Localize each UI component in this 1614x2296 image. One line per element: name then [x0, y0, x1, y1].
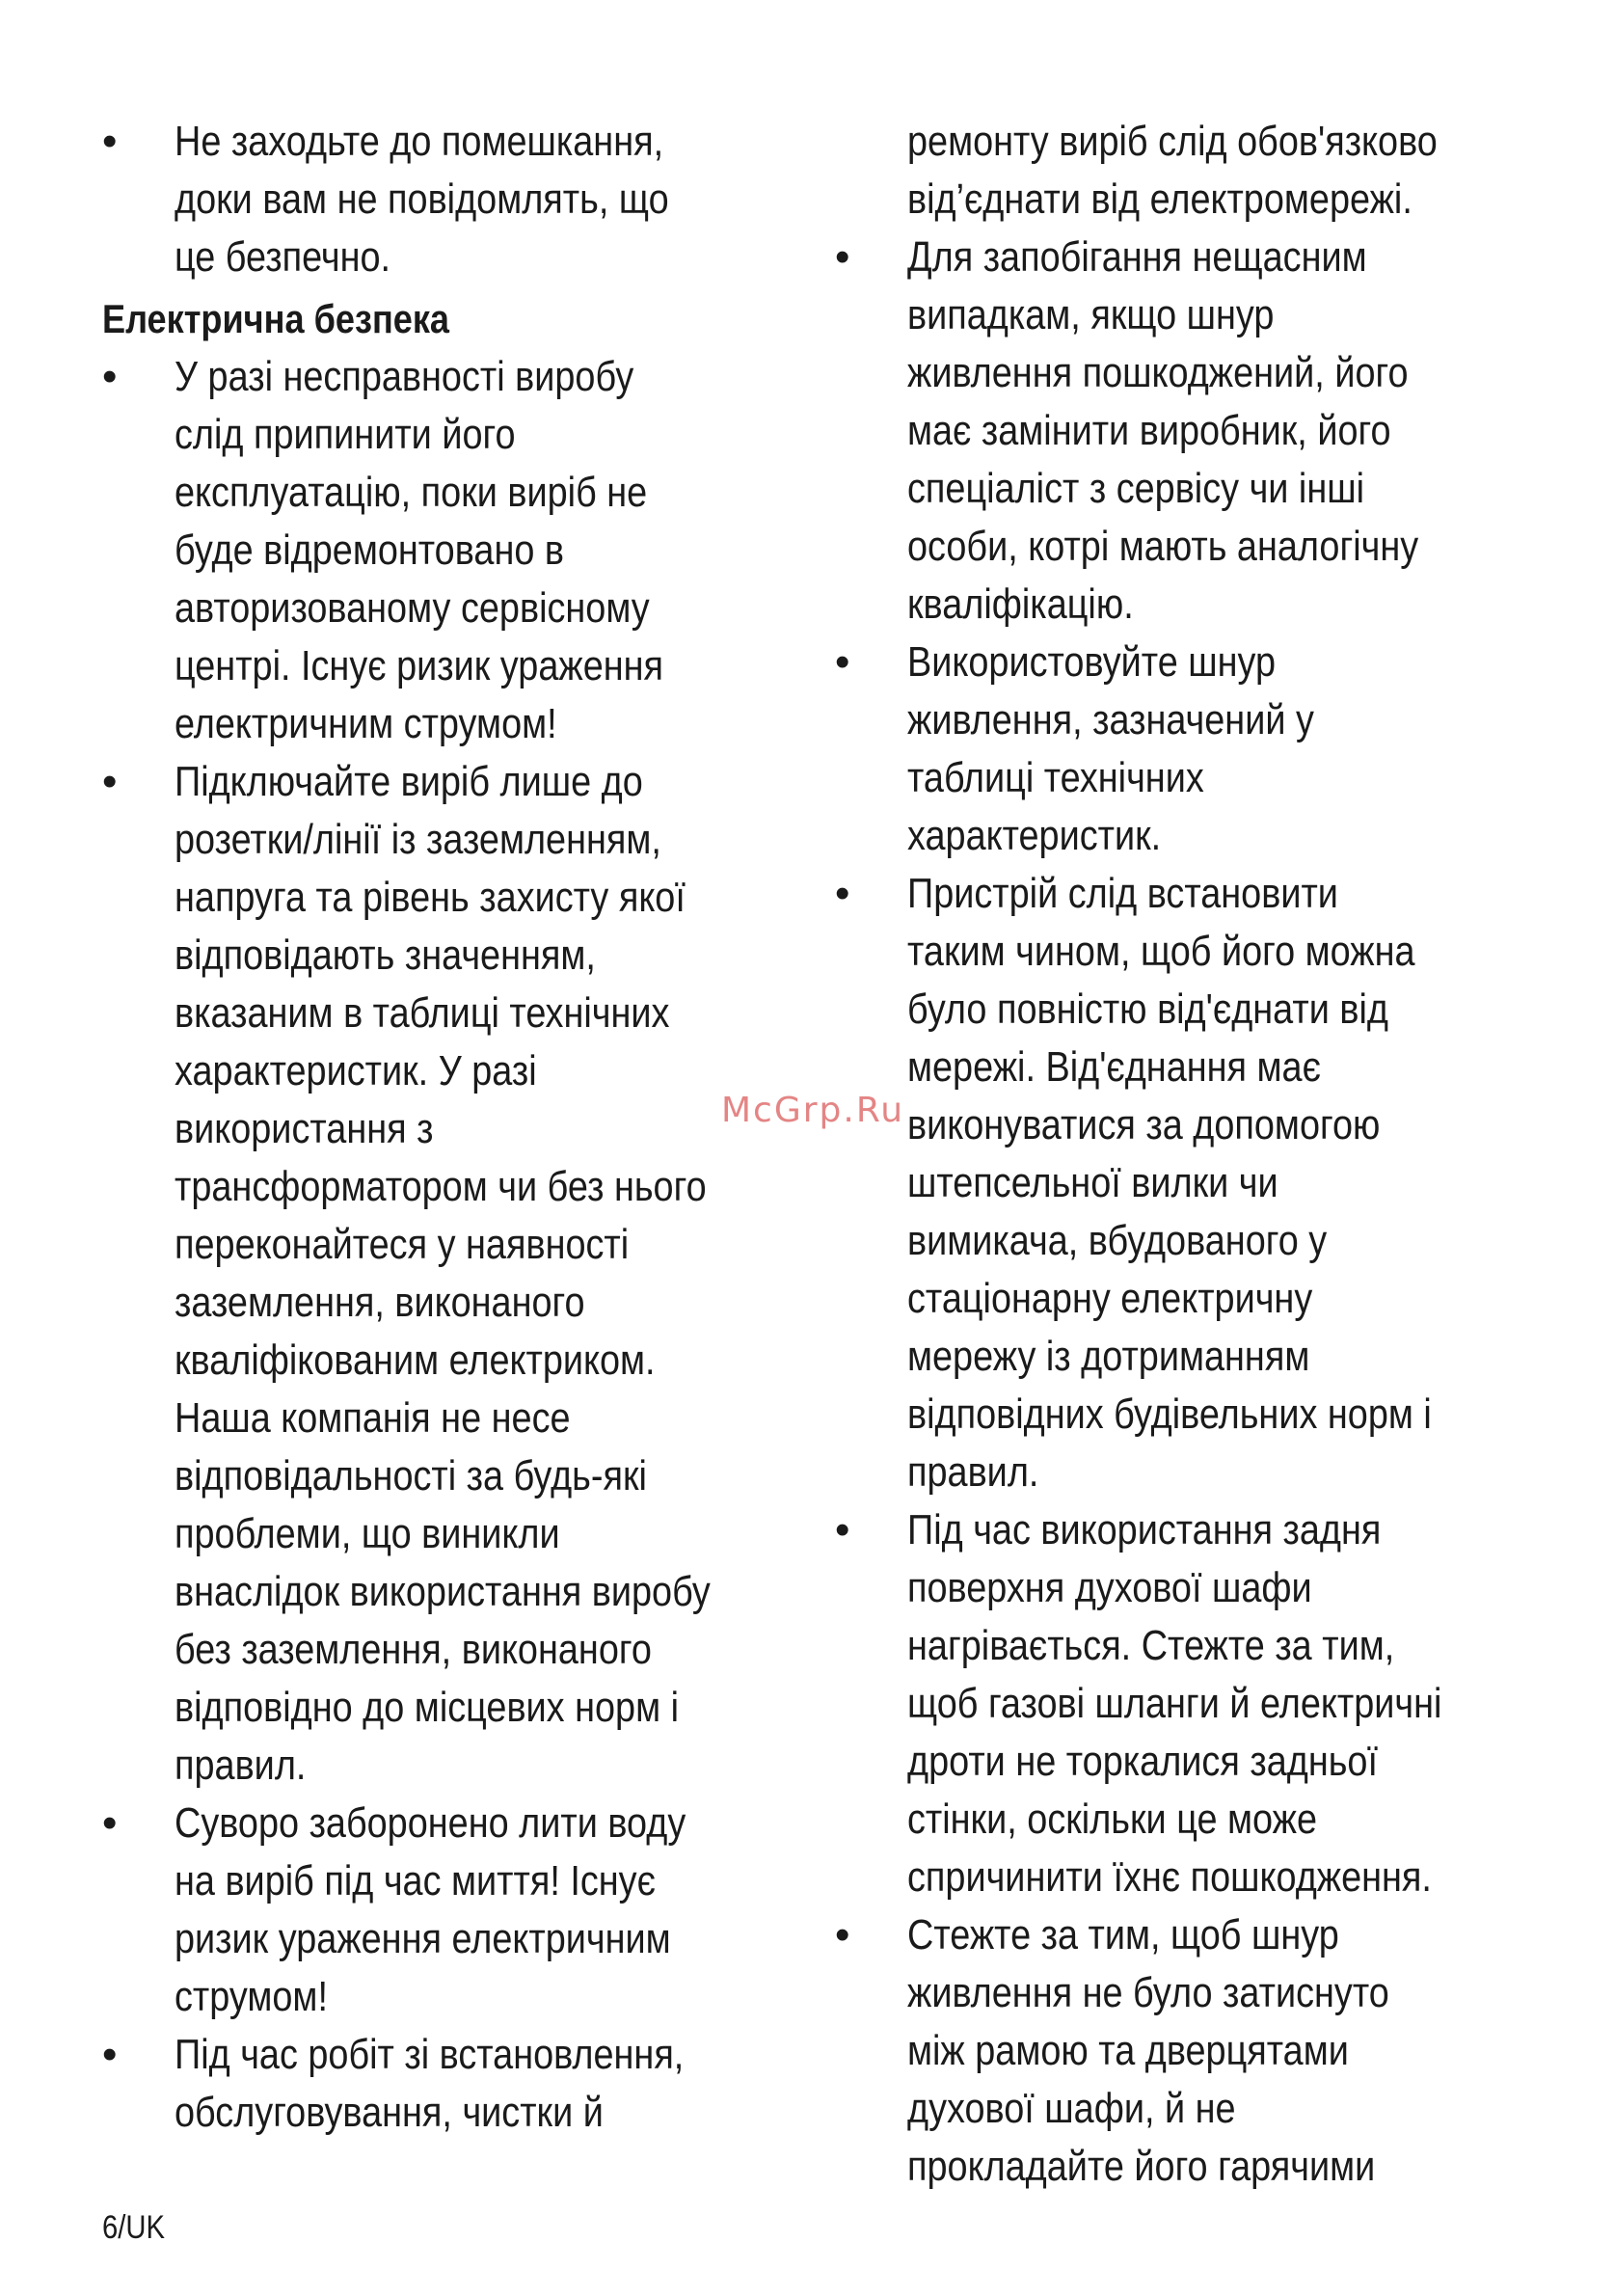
- text-line: експлуатацію, поки виріб не: [175, 469, 648, 516]
- text-line: поверхня духової шафи: [907, 1564, 1312, 1611]
- bullet-dot: •: [835, 233, 850, 281]
- text-line: щоб газові шланги й електричні: [907, 1680, 1442, 1727]
- bullet-dot: •: [835, 1506, 850, 1553]
- text-line: Пристрій слід встановити: [907, 870, 1338, 917]
- text-line: центрі. Існує ризик ураження: [175, 642, 664, 689]
- section-title-electrical-safety: Електрична безпека: [102, 296, 450, 341]
- right-column: [835, 113, 1529, 2196]
- text-line: живлення пошкоджений, його: [907, 349, 1409, 396]
- text-line: вимикача, вбудованого у: [907, 1217, 1328, 1264]
- text-line: заземлення, виконаного: [175, 1279, 585, 1326]
- bullet-item: [835, 865, 1529, 1501]
- bullet-dot: •: [102, 353, 118, 400]
- text-line: нагрівається. Стежте за тим,: [907, 1622, 1395, 1669]
- text-line: Суворо заборонено лити воду: [175, 1799, 686, 1847]
- text-line: доки вам не повідомлять, що: [175, 176, 669, 223]
- text-line: правил.: [907, 1448, 1039, 1496]
- bullet-item: [102, 113, 796, 286]
- left-column: [102, 113, 796, 2142]
- text-line: внаслідок використання виробу: [175, 1568, 711, 1615]
- bullet-item: [102, 2026, 796, 2142]
- text-line: правил.: [175, 1742, 307, 1789]
- text-line: Стежте за тим, щоб шнур: [907, 1911, 1339, 1958]
- text-line: Не заходьте до помешкання,: [175, 118, 664, 165]
- text-line: Під час використання задня: [907, 1506, 1382, 1553]
- bullet-item: [835, 229, 1529, 634]
- text-line: напруга та рівень захисту якої: [175, 874, 686, 921]
- text-line: мережі. Від'єднання має: [907, 1043, 1321, 1091]
- bullet-item: [102, 348, 796, 753]
- bullet-dot: •: [102, 758, 118, 805]
- text-line: трансформатором чи без нього: [175, 1163, 707, 1210]
- text-line: без заземлення, виконаного: [175, 1626, 652, 1673]
- text-line: Наша компанія не несе: [175, 1394, 571, 1442]
- text-line: стаціонарну електричну: [907, 1275, 1313, 1322]
- text-line: таким чином, щоб його можна: [907, 928, 1415, 975]
- text-line: У разі несправності виробу: [175, 353, 634, 400]
- text-line: стінки, оскільки це може: [907, 1796, 1318, 1843]
- watermark: McGrp.Ru: [721, 1091, 905, 1130]
- text-line: виконуватися за допомогою: [907, 1101, 1381, 1148]
- text-line: спричинити їхнє пошкодження.: [907, 1853, 1432, 1901]
- text-line: було повністю від'єднати від: [907, 986, 1388, 1033]
- bullet-dot: •: [835, 638, 850, 686]
- text-line: мережу із дотриманням: [907, 1333, 1310, 1380]
- text-line: слід припинити його: [175, 411, 516, 458]
- text-line: особи, котрі мають аналогічну: [907, 523, 1419, 570]
- continued-paragraph: [835, 113, 1529, 229]
- bullet-item: [102, 753, 796, 1795]
- bullet-item: [835, 1501, 1529, 1906]
- bullet-dot: •: [835, 870, 850, 917]
- text-line: Підключайте виріб лише до: [175, 758, 643, 805]
- text-line: електричним струмом!: [175, 700, 557, 747]
- text-line: авторизованому сервісному: [175, 584, 650, 632]
- text-line: на виріб під час миття! Існує: [175, 1857, 656, 1904]
- text-line: Під час робіт зі встановлення,: [175, 2031, 685, 2078]
- bullet-item: [835, 1906, 1529, 2196]
- text-line: вказаним в таблиці технічних: [175, 989, 670, 1037]
- text-line: проблеми, що виникли: [175, 1510, 560, 1557]
- text-line: дроти не торкалися задньої: [907, 1738, 1378, 1785]
- text-line: розетки/лінії із заземленням,: [175, 816, 661, 863]
- text-line: випадкам, якщо шнур: [907, 291, 1275, 338]
- text-line: ризик ураження електричним: [175, 1915, 671, 1962]
- text-line: кваліфікацію.: [907, 581, 1134, 628]
- text-line: ремонту виріб слід обов'язково: [907, 118, 1438, 165]
- text-line: це безпечно.: [175, 233, 391, 281]
- text-line: переконайтеся у наявності: [175, 1221, 630, 1268]
- text-line: відповідно до місцевих норм і: [175, 1684, 680, 1731]
- text-line: Використовуйте шнур: [907, 638, 1277, 686]
- bullet-dot: •: [102, 2031, 118, 2078]
- text-line: відповідних будівельних норм і: [907, 1391, 1432, 1438]
- text-line: живлення не було затиснуто: [907, 1969, 1389, 2016]
- text-line: таблиці технічних: [907, 754, 1204, 801]
- text-line: обслуговування, чистки й: [175, 2089, 604, 2136]
- bullet-item: [102, 1795, 796, 2026]
- text-line: характеристик. У разі: [175, 1047, 537, 1094]
- bullet-dot: •: [102, 118, 118, 165]
- text-line: спеціаліст з сервісу чи інші: [907, 465, 1365, 512]
- bullet-dot: •: [835, 1911, 850, 1958]
- text-line: духової шафи, й не: [907, 2085, 1236, 2132]
- bullet-dot: •: [102, 1799, 118, 1847]
- bullet-item: [835, 634, 1529, 865]
- text-line: від’єднати від електромережі.: [907, 176, 1412, 223]
- text-line: Для запобігання нещасним: [907, 233, 1367, 281]
- text-line: відповідають значенням,: [175, 932, 596, 979]
- text-line: прокладайте його гарячими: [907, 2143, 1376, 2190]
- text-line: відповідальності за будь-які: [175, 1452, 647, 1499]
- text-line: штепсельної вилки чи: [907, 1159, 1278, 1206]
- text-line: використання з: [175, 1105, 434, 1152]
- text-line: характеристик.: [907, 812, 1162, 859]
- text-line: живлення, зазначений у: [907, 696, 1314, 743]
- text-line: буде відремонтовано в: [175, 527, 565, 574]
- text-line: струмом!: [175, 1973, 328, 2020]
- page-number: 6/UK: [102, 2209, 166, 2246]
- text-line: кваліфікованим електриком.: [175, 1337, 656, 1384]
- text-line: між рамою та дверцятами: [907, 2027, 1349, 2074]
- text-line: має замінити виробник, його: [907, 407, 1391, 454]
